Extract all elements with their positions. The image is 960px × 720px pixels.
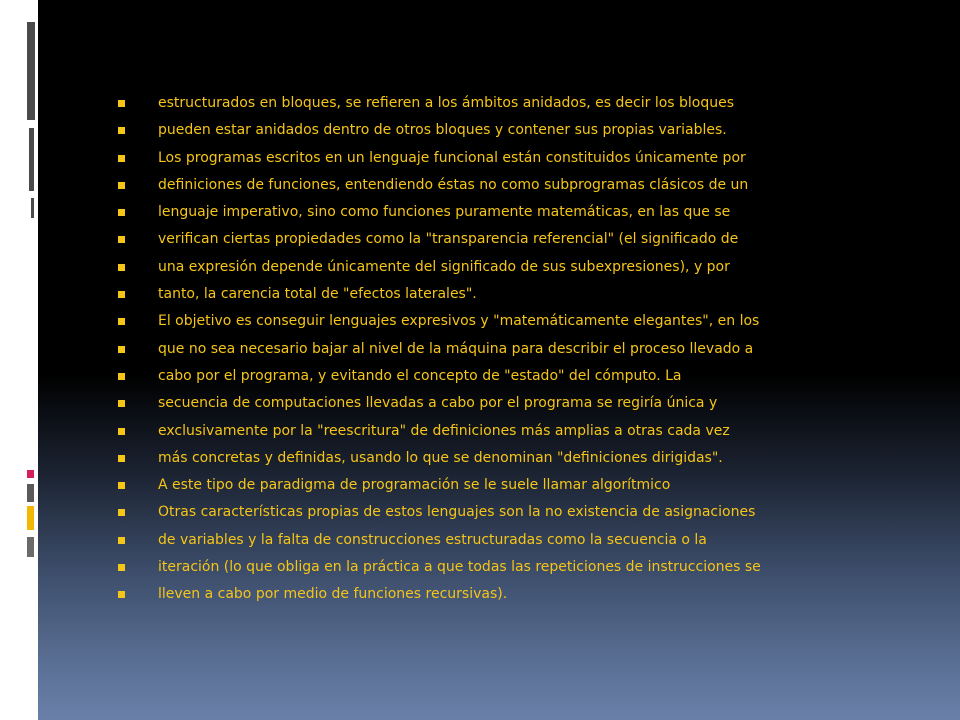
- bullet-text: El objetivo es conseguir lenguajes expresivos y "matemáticamente elegantes", en los: [158, 313, 760, 330]
- bullet-text: que no sea necesario bajar al nivel de la máquina para describir el proceso llevado a: [158, 340, 754, 357]
- left-decoration-band: [0, 0, 38, 720]
- bullet-item: [114, 338, 814, 365]
- bullet-item: [114, 310, 814, 337]
- bullet-item: [114, 147, 814, 174]
- bullet-text: de variables y la falta de construcciones estructuradas como la secuencia o la: [158, 531, 707, 548]
- bullet-text: definiciones de funciones, entendiendo éstas no como subprogramas clásicos de un: [158, 176, 749, 193]
- bullet-item: [114, 283, 814, 310]
- bullet-item: [114, 92, 814, 119]
- bullet-text: secuencia de computaciones llevadas a cabo por el programa se regiría única y: [158, 395, 718, 412]
- accent-bar-top-large: [27, 22, 35, 120]
- square-bullet-icon: [118, 400, 125, 407]
- square-bullet-icon: [118, 428, 125, 435]
- square-bullet-icon: [118, 509, 125, 516]
- square-bullet-icon: [118, 155, 125, 162]
- bullet-text: iteración (lo que obliga en la práctica a que todas las repeticiones de instrucciones se: [158, 559, 761, 576]
- bullet-item: [114, 501, 814, 528]
- bullet-list: [114, 92, 814, 611]
- square-bullet-icon: [118, 182, 125, 189]
- bullet-text: A este tipo de paradigma de programación se le suele llamar algorítmico: [158, 477, 671, 494]
- square-bullet-icon: [118, 537, 125, 544]
- accent-bar-top-medium: [29, 128, 34, 191]
- accent-bar-gray: [27, 484, 34, 502]
- square-bullet-icon: [118, 264, 125, 271]
- square-bullet-icon: [118, 236, 125, 243]
- bullet-item: [114, 420, 814, 447]
- square-bullet-icon: [118, 127, 125, 134]
- square-bullet-icon: [118, 591, 125, 598]
- bullet-item: [114, 365, 814, 392]
- bullet-item: [114, 228, 814, 255]
- bullet-item: [114, 174, 814, 201]
- bullet-text: estructurados en bloques, se refieren a los ámbitos anidados, es decir los bloques: [158, 95, 735, 111]
- accent-bar-gray-lower: [27, 537, 34, 557]
- accent-bar-yellow: [27, 506, 34, 530]
- bullet-item: [114, 583, 814, 610]
- bullet-text: exclusivamente por la "reescritura" de definiciones más amplias a otras cada vez: [158, 422, 730, 439]
- bullet-text: más concretas y definidas, usando lo que se denominan "definiciones dirigidas".: [158, 449, 723, 466]
- square-bullet-icon: [118, 373, 125, 380]
- square-bullet-icon: [118, 318, 125, 325]
- bullet-text: Los programas escritos en un lenguaje funcional están constituidos únicamente por: [158, 149, 746, 166]
- bullet-item: [114, 201, 814, 228]
- square-bullet-icon: [118, 482, 125, 489]
- square-bullet-icon: [118, 564, 125, 571]
- bullet-text: verifican ciertas propiedades como la "transparencia referencial" (el significado de: [158, 231, 739, 248]
- bullet-item: [114, 474, 814, 501]
- square-bullet-icon: [118, 209, 125, 216]
- square-bullet-icon: [118, 100, 125, 107]
- bullet-item: [114, 392, 814, 419]
- bullet-text: cabo por el programa, y evitando el concepto de "estado" del cómputo. La: [158, 367, 682, 384]
- bullet-item: [114, 447, 814, 474]
- accent-bar-pink: [27, 470, 34, 478]
- square-bullet-icon: [118, 346, 125, 353]
- bullet-text: una expresión depende únicamente del significado de sus subexpresiones), y por: [158, 258, 730, 275]
- accent-bar-top-small: [31, 198, 34, 218]
- bullet-item: [114, 256, 814, 283]
- bullet-text: pueden estar anidados dentro de otros bloques y contener sus propias variables.: [158, 122, 727, 139]
- bullet-item: [114, 556, 814, 583]
- square-bullet-icon: [118, 455, 125, 462]
- square-bullet-icon: [118, 291, 125, 298]
- bullet-item: [114, 119, 814, 146]
- bullet-text: tanto, la carencia total de "efectos laterales".: [158, 286, 477, 303]
- bullet-text: Otras características propias de estos lenguajes son la no existencia de asignaciones: [158, 504, 756, 521]
- bullet-text: lleven a cabo por medio de funciones recursivas).: [158, 586, 508, 603]
- bullet-text: lenguaje imperativo, sino como funciones puramente matemáticas, en las que se: [158, 204, 731, 221]
- bullet-item: [114, 529, 814, 556]
